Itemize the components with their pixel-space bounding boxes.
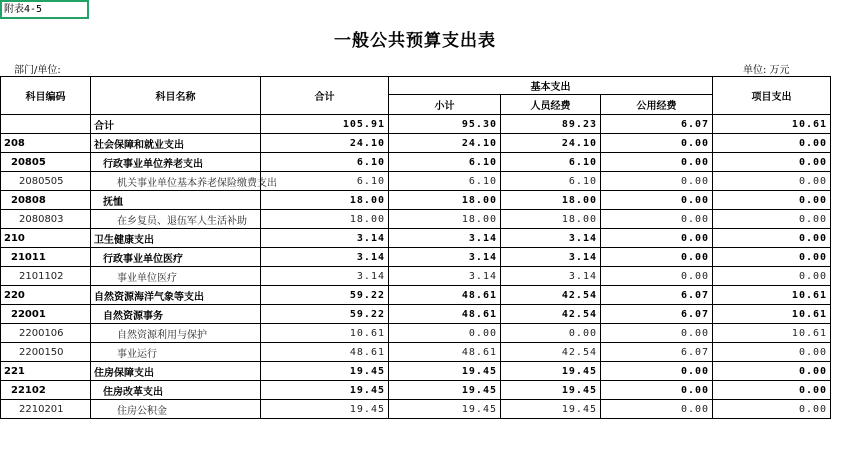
cell-personnel: 42.54 <box>501 286 601 305</box>
table-row <box>1 210 831 229</box>
cell-public: 0.00 <box>601 153 713 172</box>
header-total: 合计 <box>261 77 389 115</box>
cell-project: 0.00 <box>713 267 831 286</box>
cell-name: 抚恤 <box>91 191 261 210</box>
header-personnel: 人员经费 <box>501 95 601 115</box>
cell-public: 0.00 <box>601 210 713 229</box>
cell-name: 事业运行 <box>91 343 261 362</box>
cell-personnel: 6.10 <box>501 153 601 172</box>
cell-project: 0.00 <box>713 191 831 210</box>
cell-subtotal: 48.61 <box>389 305 501 324</box>
cell-subtotal: 18.00 <box>389 191 501 210</box>
cell-personnel: 3.14 <box>501 229 601 248</box>
cell-public: 0.00 <box>601 191 713 210</box>
table-row <box>1 324 831 343</box>
cell-subtotal: 18.00 <box>389 210 501 229</box>
cell-subtotal: 6.10 <box>389 172 501 191</box>
cell-personnel: 3.14 <box>501 248 601 267</box>
table-row <box>1 362 831 381</box>
cell-code: 20805 <box>1 153 91 172</box>
cell-public: 0.00 <box>601 400 713 419</box>
page-title: 一般公共预算支出表 <box>334 31 496 51</box>
cell-total: 19.45 <box>261 400 389 419</box>
cell-total: 19.45 <box>261 362 389 381</box>
cell-project: 0.00 <box>713 248 831 267</box>
cell-name: 卫生健康支出 <box>91 229 261 248</box>
table-row <box>1 191 831 210</box>
cell-personnel: 18.00 <box>501 210 601 229</box>
cell-personnel: 0.00 <box>501 324 601 343</box>
header-name: 科目名称 <box>91 77 261 115</box>
cell-total: 59.22 <box>261 286 389 305</box>
cell-subtotal: 0.00 <box>389 324 501 343</box>
cell-total: 3.14 <box>261 267 389 286</box>
cell-public: 0.00 <box>601 362 713 381</box>
cell-name: 自然资源海洋气象等支出 <box>91 286 261 305</box>
unit-label: 单位: 万元 <box>743 65 790 76</box>
cell-name: 机关事业单位基本养老保险缴费支出 <box>91 172 261 191</box>
table-row <box>1 248 831 267</box>
cell-code: 20808 <box>1 191 91 210</box>
cell-project: 0.00 <box>713 134 831 153</box>
cell-personnel: 42.54 <box>501 305 601 324</box>
cell-personnel: 19.45 <box>501 400 601 419</box>
cell-project: 0.00 <box>713 362 831 381</box>
cell-total: 59.22 <box>261 305 389 324</box>
cell-public: 6.07 <box>601 305 713 324</box>
cell-subtotal: 3.14 <box>389 267 501 286</box>
table-row <box>1 172 831 191</box>
cell-code: 22102 <box>1 381 91 400</box>
cell-public: 6.07 <box>601 286 713 305</box>
cell-public: 6.07 <box>601 343 713 362</box>
cell-subtotal: 48.61 <box>389 343 501 362</box>
cell-total: 3.14 <box>261 229 389 248</box>
cell-total: 6.10 <box>261 172 389 191</box>
table-row <box>1 286 831 305</box>
cell-project: 10.61 <box>713 305 831 324</box>
table-row <box>1 153 831 172</box>
table-row <box>1 229 831 248</box>
table-row <box>1 305 831 324</box>
cell-public: 0.00 <box>601 248 713 267</box>
cell-project: 0.00 <box>713 210 831 229</box>
cell-total: 24.10 <box>261 134 389 153</box>
cell-personnel: 89.23 <box>501 115 601 134</box>
cell-personnel: 24.10 <box>501 134 601 153</box>
cell-public: 0.00 <box>601 229 713 248</box>
cell-subtotal: 3.14 <box>389 248 501 267</box>
cell-code: 2200106 <box>1 324 91 343</box>
cell-total: 18.00 <box>261 210 389 229</box>
cell-code: 22001 <box>1 305 91 324</box>
cell-total: 48.61 <box>261 343 389 362</box>
cell-name: 住房改革支出 <box>91 381 261 400</box>
cell-personnel: 18.00 <box>501 191 601 210</box>
cell-project: 0.00 <box>713 229 831 248</box>
cell-name: 自然资源利用与保护 <box>91 324 261 343</box>
cell-code: 21011 <box>1 248 91 267</box>
cell-personnel: 42.54 <box>501 343 601 362</box>
cell-code: 2101102 <box>1 267 91 286</box>
cell-personnel: 19.45 <box>501 381 601 400</box>
header-basic-expenditure: 基本支出 <box>389 77 713 95</box>
cell-project: 10.61 <box>713 286 831 305</box>
table-row <box>1 115 831 134</box>
cell-total: 3.14 <box>261 248 389 267</box>
cell-total: 19.45 <box>261 381 389 400</box>
cell-personnel: 19.45 <box>501 362 601 381</box>
cell-public: 6.07 <box>601 115 713 134</box>
cell-project: 10.61 <box>713 115 831 134</box>
cell-code: 208 <box>1 134 91 153</box>
cell-subtotal: 24.10 <box>389 134 501 153</box>
table-row <box>1 343 831 362</box>
table-row <box>1 134 831 153</box>
header-project-expenditure: 项目支出 <box>713 77 831 115</box>
cell-name: 合计 <box>91 115 261 134</box>
cell-name: 社会保障和就业支出 <box>91 134 261 153</box>
cell-name: 住房公积金 <box>91 400 261 419</box>
cell-code: 2080803 <box>1 210 91 229</box>
cell-personnel: 6.10 <box>501 172 601 191</box>
cell-total: 6.10 <box>261 153 389 172</box>
cell-project: 0.00 <box>713 400 831 419</box>
cell-subtotal: 48.61 <box>389 286 501 305</box>
table-row <box>1 267 831 286</box>
cell-subtotal: 19.45 <box>389 381 501 400</box>
cell-name: 在乡复员、退伍军人生活补助 <box>91 210 261 229</box>
cell-project: 0.00 <box>713 172 831 191</box>
table-row <box>1 381 831 400</box>
cell-code <box>1 115 91 134</box>
cell-public: 0.00 <box>601 381 713 400</box>
cell-project: 0.00 <box>713 381 831 400</box>
cell-code: 221 <box>1 362 91 381</box>
cell-total: 105.91 <box>261 115 389 134</box>
cell-subtotal: 19.45 <box>389 400 501 419</box>
cell-subtotal: 95.30 <box>389 115 501 134</box>
header-public: 公用经费 <box>601 95 713 115</box>
budget-table <box>0 76 831 419</box>
cell-subtotal: 6.10 <box>389 153 501 172</box>
cell-project: 0.00 <box>713 153 831 172</box>
cell-code: 220 <box>1 286 91 305</box>
cell-subtotal: 19.45 <box>389 362 501 381</box>
cell-name: 行政事业单位医疗 <box>91 248 261 267</box>
cell-name: 行政事业单位养老支出 <box>91 153 261 172</box>
selected-cell-reference[interactable]: 附表4-5 <box>0 0 89 19</box>
cell-subtotal: 3.14 <box>389 229 501 248</box>
table-row <box>1 400 831 419</box>
cell-public: 0.00 <box>601 324 713 343</box>
cell-project: 10.61 <box>713 324 831 343</box>
cell-code: 210 <box>1 229 91 248</box>
cell-name: 自然资源事务 <box>91 305 261 324</box>
cell-name: 住房保障支出 <box>91 362 261 381</box>
cell-name: 事业单位医疗 <box>91 267 261 286</box>
cell-public: 0.00 <box>601 267 713 286</box>
cell-personnel: 3.14 <box>501 267 601 286</box>
header-code: 科目编码 <box>1 77 91 115</box>
cell-total: 18.00 <box>261 191 389 210</box>
cell-public: 0.00 <box>601 172 713 191</box>
cell-project: 0.00 <box>713 343 831 362</box>
cell-code: 2080505 <box>1 172 91 191</box>
cell-code: 2210201 <box>1 400 91 419</box>
cell-public: 0.00 <box>601 134 713 153</box>
department-label: 部门/单位: <box>14 65 61 76</box>
header-subtotal: 小计 <box>389 95 501 115</box>
cell-code: 2200150 <box>1 343 91 362</box>
cell-total: 10.61 <box>261 324 389 343</box>
